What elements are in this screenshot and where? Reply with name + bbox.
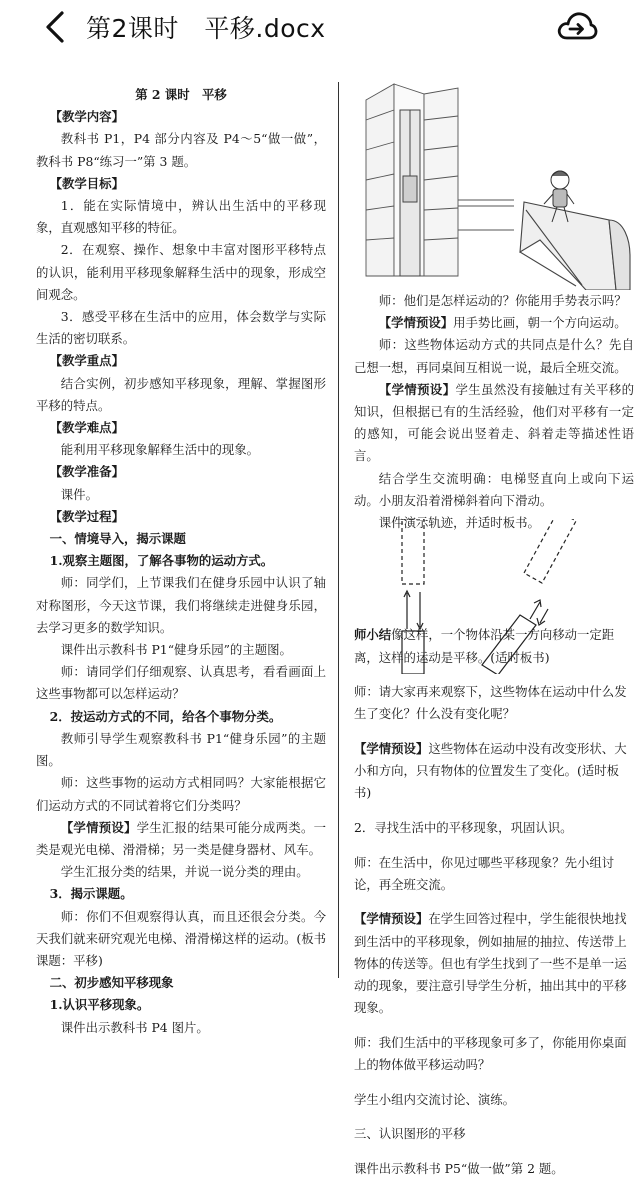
preset-tag: 【学情预设】	[378, 315, 454, 331]
paragraph	[354, 624, 634, 668]
right-column-lower	[354, 612, 634, 1192]
paragraph: 学生汇报分类的结果，并说一说分类的理由。	[60, 864, 309, 880]
paragraph: 课件演示轨迹，并适时板书。	[378, 515, 540, 531]
preset-text: 学生虽然没有接触过有关平移的知识，但根据已有的生活经验，他们对平移有一定的感知，可能会说出竖着走、斜着走等描述性语言。	[354, 381, 635, 464]
section-goals-label: 【教学目标】	[49, 175, 124, 191]
document-page	[0, 64, 640, 1176]
key-text: 结合实例，初步感知平移现象，理解、掌握图形平移的特点。	[36, 375, 326, 413]
left-column	[36, 84, 326, 1039]
heading-step-3: 3．揭示课题。	[49, 886, 133, 902]
summary-text: 像这样，一个物体沿某一方向移动一定距离，这样的运动是平移。(适时板书)	[354, 627, 615, 665]
back-arrow-icon[interactable]	[38, 10, 72, 44]
section-key-label: 【教学重点】	[49, 353, 124, 369]
paragraph: 师：这些事物的运动方式相同吗？大家能根据它们运动方式的不同试着将它们分类吗？	[36, 775, 326, 813]
preset-tag: 【学情预设】	[378, 381, 456, 397]
section-difficulty-label: 【教学难点】	[49, 420, 124, 436]
goal-2: 2．在观察、操作、想象中丰富对图形平移特点的认识，能利用平移现象解释生活中的现象，形成空间观念。	[36, 242, 326, 302]
paragraph	[354, 908, 634, 1019]
preset-text: 这些物体在运动中没有改变形状、大小和方向，只有物体的位置发生了变化。(适时板书)	[354, 740, 627, 801]
document-title: 第2课时 平移.docx	[86, 14, 326, 43]
paragraph: 课件出示教科书 P1“健身乐园”的主题图。	[60, 642, 292, 658]
paragraph: 师：请同学们仔细观察、认真思考，看看画面上这些事物都可以怎样运动？	[36, 664, 326, 702]
paragraph	[354, 738, 634, 805]
heading-part-three: 三、认识图形的平移	[354, 1126, 466, 1142]
heading-step-two-2: 2．寻找生活中的平移现象，巩固认识。	[354, 819, 573, 835]
top-bar	[0, 0, 640, 56]
paragraph	[354, 379, 634, 468]
preset-tag: 【学情预设】	[354, 740, 429, 756]
preset-tag: 【学情预设】	[354, 911, 429, 927]
preset-tag: 【学情预设】	[60, 819, 137, 835]
paragraph: 师：你们不但观察得认真，而且还很会分类。今天我们就来研究观光电梯、滑滑梯这样的运动。(板书课题：平移)	[36, 908, 326, 968]
heading-part-two: 二、初步感知平移现象	[49, 975, 174, 991]
column-divider	[338, 82, 339, 978]
goal-1: 1．能在实际情境中，辨认出生活中的平移现象，直观感知平移的特征。	[36, 198, 326, 236]
heading-step-2: 2．按运动方式的不同，给各个事物分类。	[49, 708, 282, 724]
section-prep-label: 【教学准备】	[49, 464, 124, 480]
difficulty-text: 能利用平移现象解释生活中的现象。	[60, 442, 260, 458]
dashed-slanted-rect	[524, 519, 576, 583]
paragraph	[36, 817, 326, 861]
elevator-slide-illustration	[354, 80, 634, 290]
right-column	[354, 290, 634, 534]
cloud-upload-icon[interactable]	[556, 8, 598, 46]
paragraph: 师：这些物体运动方式的共同点是什么？先自己想一想，再同桌间互相说一说，最后全班交流。	[354, 337, 634, 375]
section-content-label: 【教学内容】	[49, 109, 124, 125]
building-illustration	[366, 84, 514, 276]
elevator-illustration	[400, 110, 420, 276]
preset-text: 用手势比画，朝一个方向运动。	[453, 315, 627, 331]
lesson-heading: 第 2 课时 平移	[135, 87, 227, 102]
heading-step-1: 1.观察主题图，了解各事物的运动方式。	[49, 553, 274, 569]
paragraph	[354, 312, 634, 334]
paragraph: 师：在生活中，你见过哪些平移现象？先小组讨论，再全班交流。	[354, 854, 615, 892]
paragraph: 师：我们生活中的平移现象可多了，你能用你桌面上的物体做平移运动吗？	[354, 1034, 627, 1072]
dashed-rectangle-top	[402, 519, 424, 584]
section-process-label: 【教学过程】	[49, 508, 124, 524]
paragraph: 师：同学们，上节课我们在健身乐园中认识了轴对称图形，今天这节课，我们将继续走进健身乐园，去学习更多的数学知识。	[36, 575, 326, 635]
paragraph: 师：请大家再来观察下，这些物体在运动中什么发生了变化？什么没有变化呢？	[354, 684, 627, 722]
paragraph: 结合学生交流明确：电梯竖直向上或向下运动。小朋友沿着滑梯斜着向下滑动。	[354, 470, 634, 508]
paragraph: 课件出示教科书 P4 图片。	[60, 1019, 209, 1035]
heading-step-two-1: 1.认识平移现象。	[49, 997, 150, 1013]
preset-text: 学生汇报的结果可能分成两类。一类是观光电梯、滑滑梯；另一类是健身器材、风车。	[36, 819, 326, 857]
paragraph: 课件出示教科书 P5“做一做”第 2 题。	[354, 1160, 564, 1176]
heading-part-one: 一、情境导入，揭示课题	[49, 531, 186, 547]
paragraph: 教师引导学生观察教科书 P1“健身乐园”的主题图。	[36, 730, 326, 769]
slide-illustration	[520, 202, 630, 290]
summary-tag: 师小结	[354, 627, 392, 643]
paragraph: 师：他们是怎样运动的？你能用手势表示吗？	[378, 293, 627, 308]
prep-text: 课件。	[60, 486, 98, 502]
paragraph: 学生小组内交流讨论、演练。	[354, 1091, 516, 1107]
goal-3: 3．感受平移在生活中的应用，体会数学与实际生活的密切联系。	[36, 309, 326, 347]
preset-text: 在学生回答过程中，学生能很快地找到生活中的平移现象，例如抽屉的抽拉、传送带上物体的传送等。但也有学生找到了一些不是单一运动的现象，要注意引导学生分析，抽出其中的平移现象。	[354, 911, 627, 1016]
content-text: 教科书 P1，P4 部分内容及 P4～5“做一做”，教科书 P8“练习一”第 3 题。	[36, 131, 326, 169]
